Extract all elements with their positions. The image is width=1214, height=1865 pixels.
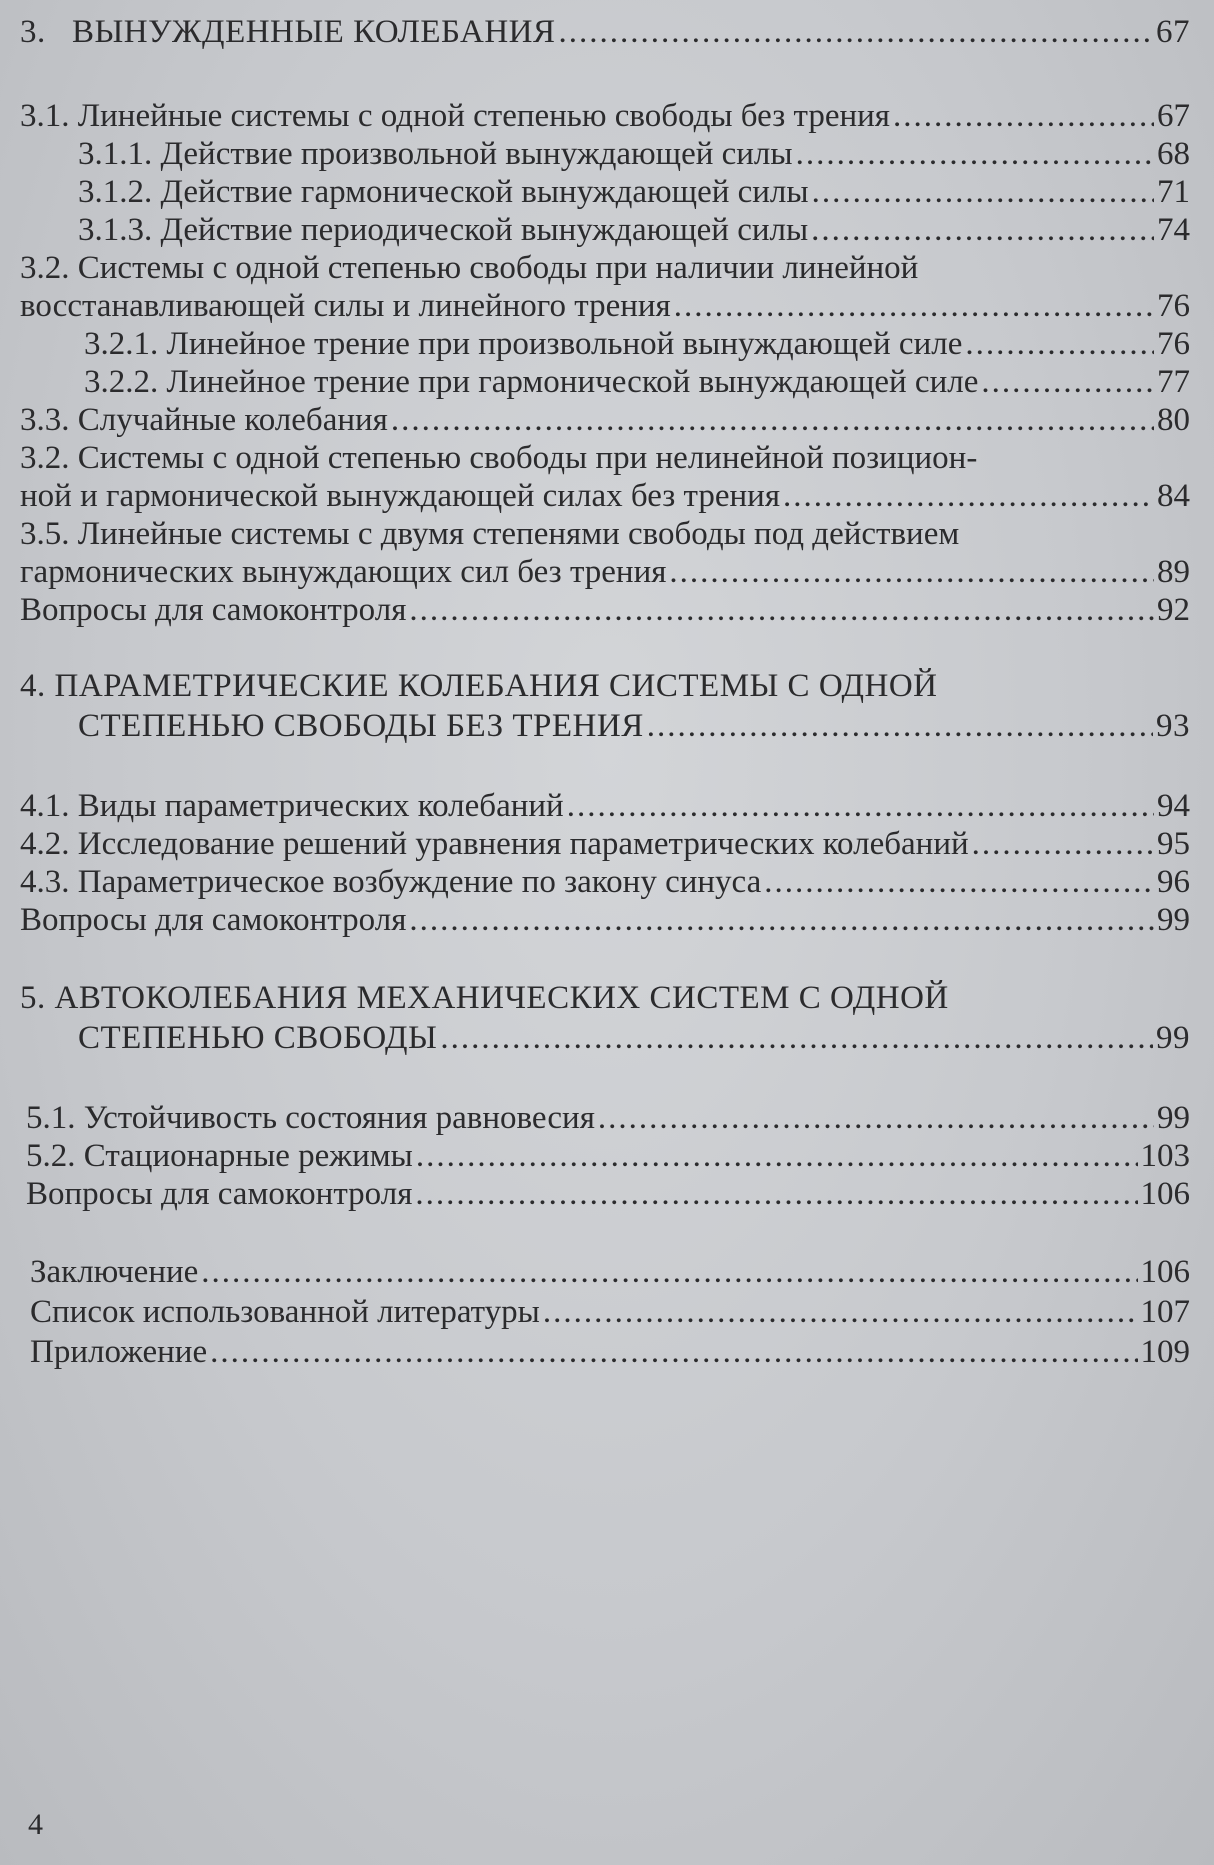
dot-leader: [440, 1016, 1153, 1060]
dot-leader: [201, 1250, 1137, 1294]
entry-title: 3.1. Линейные системы с одной степенью свободы без трения: [20, 98, 890, 134]
page-number: 103: [1140, 1138, 1190, 1174]
page-number: 106: [1140, 1254, 1190, 1290]
dot-leader: [415, 1172, 1137, 1216]
page-number: 74: [1157, 212, 1190, 248]
toc-chapter-4: [78, 704, 1190, 748]
entry-title: Приложение: [30, 1334, 208, 1370]
toc-entry-3-5-line1: 3.5. Линейные системы с двумя степенями свободы под действием: [20, 516, 960, 552]
toc-chapter-5: [78, 1016, 1190, 1060]
toc-entry-appendix: [30, 1330, 1190, 1374]
entry-title: 5.2. Стационарные режимы: [26, 1138, 413, 1174]
entry-title: Вопросы для самоконтроля: [20, 902, 407, 938]
page-number: 96: [1157, 864, 1190, 900]
entry-title: 4.2. Исследование решений уравнения параметрических колебаний: [20, 826, 969, 862]
page-number: 76: [1157, 288, 1190, 324]
toc-entry-3-2-line1: 3.2. Системы с одной степенью свободы при наличии линейной: [20, 250, 919, 286]
entry-title: 3.2.1. Линейное трение при произвольной вынуждающей силе: [84, 326, 963, 362]
page-number: 109: [1140, 1334, 1190, 1370]
dot-leader: [647, 704, 1153, 748]
page-number: 99: [1156, 1020, 1190, 1056]
dot-leader: [559, 10, 1153, 54]
toc-entry-questions-5: [26, 1172, 1190, 1216]
entry-title: ной и гармонической вынуждающей силах без трения: [20, 478, 781, 514]
page-number: 99: [1157, 902, 1190, 938]
page-number: 71: [1157, 174, 1190, 210]
entry-title: восстанавливающей силы и линейного трения: [20, 288, 671, 324]
page-number: 92: [1157, 592, 1190, 628]
toc-chapter-4-line1: 4. ПАРАМЕТРИЧЕСКИЕ КОЛЕБАНИЯ СИСТЕМЫ С ОДНОЙ: [20, 668, 938, 704]
page-number: 107: [1140, 1294, 1190, 1330]
page-folio-number: 4: [28, 1808, 43, 1841]
dot-leader: [409, 898, 1154, 942]
page-number: 67: [1157, 98, 1190, 134]
chapter-title: ВЫНУЖДЕННЫЕ КОЛЕБАНИЯ: [72, 14, 556, 50]
entry-title: 4.3. Параметрическое возбуждение по закону синуса: [20, 864, 762, 900]
toc-entry-conclusion: [30, 1250, 1190, 1294]
entry-title: Вопросы для самоконтроля: [26, 1176, 413, 1212]
toc-entry-3-4-line1: 3.2. Системы с одной степенью свободы при нелинейной позицион-: [20, 440, 978, 476]
entry-title: 3.1.1. Действие произвольной вынуждающей силы: [78, 136, 793, 172]
toc-chapter-5-line1: 5. АВТОКОЛЕБАНИЯ МЕХАНИЧЕСКИХ СИСТЕМ С ОДНОЙ: [20, 980, 949, 1016]
entry-title: 3.2.2. Линейное трение при гармонической вынуждающей силе: [84, 364, 979, 400]
dot-leader: [409, 588, 1154, 632]
page-number: 93: [1156, 708, 1190, 744]
page-number: 99: [1157, 1100, 1190, 1136]
toc-entry-references: [30, 1290, 1190, 1334]
page-number: 77: [1157, 364, 1190, 400]
page-number: 89: [1157, 554, 1190, 590]
page-number: 94: [1157, 788, 1190, 824]
chapter-number: 3.: [20, 14, 46, 50]
page-number: 84: [1157, 478, 1190, 514]
toc-chapter-3: [20, 10, 1190, 54]
entry-title: 3.3. Случайные колебания: [20, 402, 388, 438]
chapter-title: СТЕПЕНЬЮ СВОБОДЫ: [78, 1020, 438, 1056]
entry-title: Заключение: [30, 1254, 199, 1290]
dot-leader: [210, 1330, 1137, 1374]
entry-title: 3.1.3. Действие периодической вынуждающей силы: [78, 212, 809, 248]
dot-leader: [543, 1290, 1138, 1334]
toc-entry-questions-4: [20, 898, 1190, 942]
chapter-title: СТЕПЕНЬЮ СВОБОДЫ БЕЗ ТРЕНИЯ: [78, 708, 644, 744]
entry-title: 4.1. Виды параметрических колебаний: [20, 788, 564, 824]
entry-title: гармонических вынуждающих сил без трения: [20, 554, 667, 590]
entry-title: 3.1.2. Действие гармонической вынуждающей силы: [78, 174, 809, 210]
entry-title: 5.1. Устойчивость состояния равновесия: [26, 1100, 595, 1136]
page-number: 95: [1157, 826, 1190, 862]
page-number: 80: [1157, 402, 1190, 438]
page-number: 67: [1156, 14, 1190, 50]
entry-title: Список использованной литературы: [30, 1294, 540, 1330]
page-number: 76: [1157, 326, 1190, 362]
page-number: 106: [1140, 1176, 1190, 1212]
entry-title: Вопросы для самоконтроля: [20, 592, 407, 628]
page-number: 68: [1157, 136, 1190, 172]
toc-entry-questions-3: [20, 588, 1190, 632]
